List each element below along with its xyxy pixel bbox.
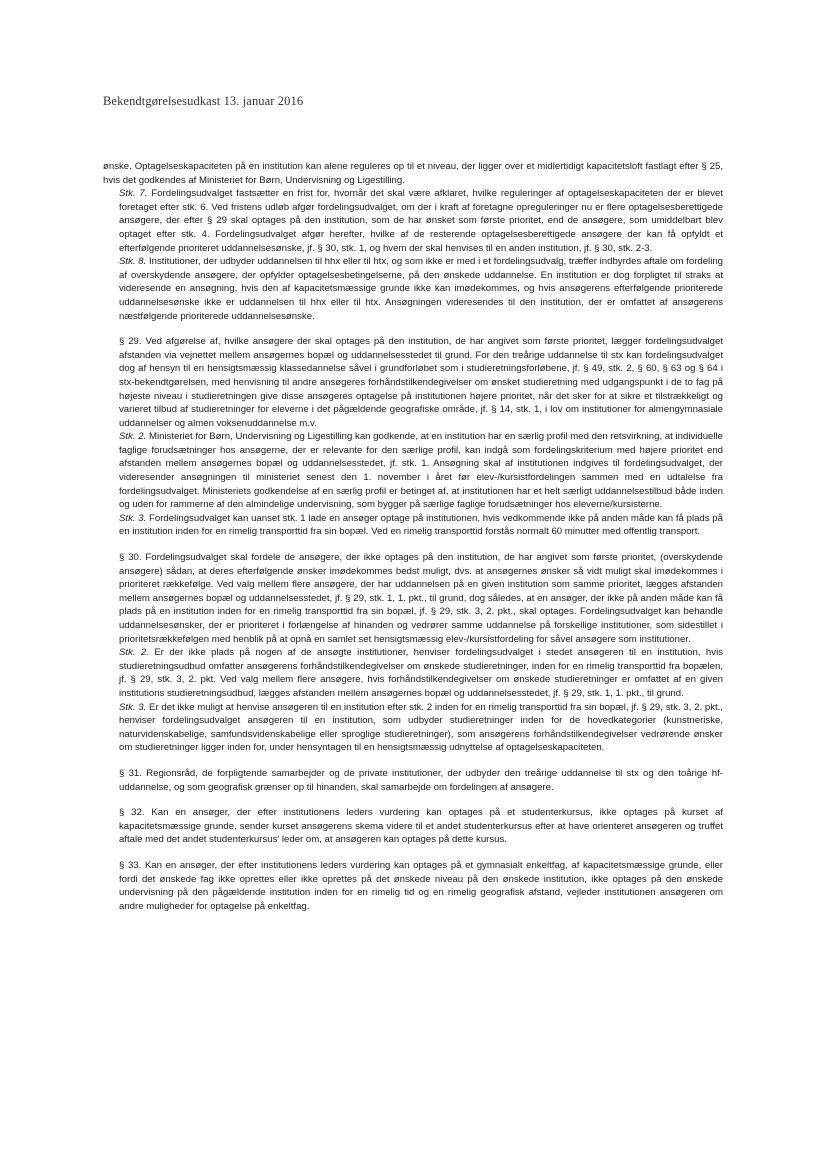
section-number: § 31. — [119, 767, 142, 779]
section-number: § 32. — [119, 807, 145, 819]
paragraph-28-stk-7: Stk. 7. Fordelingsudvalget fastsætter en frist for, hvornår det skal være afklaret, hvilke reguleringer af optagelseskapaciteten der er blevet foretaget efter stk. 6. Ved fristens udløb afgør fordelingsudvalget, om der i kraft af foretagne opreguleringer nu er flere optagelsesberettigede ansøgere, der efter § 29 skal optages på den institution, som de har ønsket som første prioritet, end de ansøgere, som umiddelbart blev optaget efter stk. 4. Fordelingsudvalget afgør herefter, hvilke af de resterende optagelsesberettigede ansøgere der kan få opfyldt et efterfølgende prioriteret uddannelsesønske, jf. § 30, stk. 1, og hvem der skal henvises til en anden institution, jf. § 30, stk. 2-3. — [119, 188, 723, 254]
section-number: § 29. — [119, 336, 142, 348]
paragraph-continuation: ønske. Optagelseskapaciteten på en institution kan alene reguleres op til et niveau, der ligger over et midlertidigt kapacitetsloft fastlagt efter § 25, hvis det godkendes af Ministeriet for Børn, Undervisning og Ligestilling. — [103, 161, 723, 186]
document-body — [103, 160, 723, 913]
section-number: § 33. — [119, 859, 142, 871]
section-30-stk-3: Stk. 3. Er det ikke muligt at henvise ansøgeren til en institution efter stk. 2 inden for en rimelig transporttid fra sin bopæl, jf. § 29, stk. 3, 2. pkt., henviser fordelingsudvalget ansøgeren til en institution, som udbyder studieretninger inden for de hovedkategorier (kunstneriske, naturvidenskabelige, samfundsvidenskabelige eller sproglige studieretninger), som ansøgerens forhåndstilkendegivelser vedrørende ønsker om studieretninger ligger inden for, under hensyntagen til en hensigtsmæssig udnyttelse af optagelseskapaciteten. — [119, 701, 723, 754]
paragraph-28-stk-8: Stk. 8. Institutioner, der udbyder uddannelsen til hhx eller til htx, og som ikke er med i et fordelingsudvalg, træffer indbyrdes aftale om fordeling af overskydende ansøgere, der opfylder optagelsesbetingelserne, på den ønskede uddannelse. En institution er dog forpligtet til straks at videresende en ansøgning, hvis den af kapacitetsmæssige grunde ikke kan imødekommes, og hvis ansøgerens efterfølgende prioriterede uddannelsesønske ikke er uddannelsen til hhx eller til htx. Ansøgningen videresendes til den institution, der er omfattet af ansøgerens næstfølgende prioriterede uddannelsesønske. — [119, 256, 723, 322]
section-29-stk-2: Stk. 2. Ministeriet for Børn, Undervisning og Ligestilling kan godkende, at en institution har en særlig profil med den retsvirkning, at individuelle faglige forudsætninger hos ansøgerne, der er relevante for den særlige profil, kan indgå som fordelingskriterium med højere prioritet end afstanden mellem ansøgernes bopæl og uddannelsesstedet, jf. stk. 1. Ansøgning skal af institutionen indgives til fordelingsudvalget, der videresender ansøgningen til ministeriet senest den 1. november i året før elev-/kursistfordelingen sammen med en udtalelse fra fordelingsudvalget. Ministeriets godkendelse af en særlig profil er betinget af, at institutionen har et helt særligt uddannelsestilbud både inden og uden for rammerne af den almindelige undervisning, som bygger på særlige faglige forudsætninger hos eleverne/kursisterne. — [119, 431, 723, 511]
page-header: Bekendtgørelsesudkast 13. januar 2016 — [103, 94, 304, 108]
section-33: § 33. Kan en ansøger, der efter institutionens leders vurdering kan optages på et gymnasialt enkeltfag, af kapacitetsmæssige grunde, eller fordi det ønskede fag ikke oprettes eller ikke oprettes på det ønskede niveau på den ønskede institution, ikke optages på den ønskede undervisning på den pågældende institution inden for en rimelig tid og en rimelig geografisk afstand, vejleder institutionen ansøgeren om andre muligheder for optagelse på enkeltfag. — [119, 859, 723, 912]
section-32: § 32. Kan en ansøger, der efter institutionens leders vurdering kan optages på et studenterkursus, ikke optages på kurset af kapacitetsmæssige grunde, sender kurset ansøgerens skema videre til et andet studenterkursus efter at have orienteret ansøgeren og truffet aftale med det andet studenterkursus' leder om, at ansøgeren kan optages på dette kursus. — [119, 807, 723, 846]
section-31: § 31. Regionsråd, de forpligtende samarbejder og de private institutioner, der udbyder den treårige uddannelse til stx og den toårige hf-uddannelse, og som geografisk grænser op til hinanden, skal samarbejde om fordelingen af ansøgere. — [119, 767, 724, 793]
section-number: § 30. — [119, 552, 142, 564]
section-29-stk-3: Stk. 3. Fordelingsudvalget kan uanset stk. 1 lade en ansøger optage på institutionen, hvis vedkommende ikke på anden måde kan få plads på en institution inden for en rimelig transporttid fra sin bopæl. Ved en rimelig transporttid forstås normalt 60 minutter med offentlig transport. — [119, 512, 723, 538]
section-30-stk-2: Stk. 2. Er der ikke plads på nogen af de ansøgte institutioner, henviser fordelingsudvalget i stedet ansøgeren til en institution, hvis studieretningsudbud omfatter ansøgerens forhåndstilkendegivelser om ønskede studieretninger, inden for en rimelig transporttid fra bopælen, jf. § 29, stk. 3, 2. pkt. Ved valg mellem flere ansøgere, hvis forhåndstilkendegivelser om ønskede studieretninger er omfattet af en given institutions studieretningsudbud, lægges afstanden mellem ansøgernes bopæl og uddannelsesstedet, jf. § 29, stk. 1, 1. pkt., til grund. — [119, 647, 723, 699]
section-29: § 29. Ved afgørelse af, hvilke ansøgere der skal optages på den institution, de har angivet som første prioritet, lægger fordelingsudvalget afstanden via vejnettet mellem ansøgernes bopæl og uddannelsesstedet til grund. For den treårige uddannelse til stx kan fordelingsudvalget dog af hensyn til en hensigtsmæssig klassedannelse såvel i grundforløbet som i studieretningsforløbene, jf. § 49, stk. 2, § 60, § 63 og § 64 i stx-bekendtgørelsen, med henvisning til andre ansøgeres forhåndstilkendegivelser om ønsket studieretning med udgangspunkt i de to fag på højeste niveau i studieretningen give disse ansøgeres optagelse på institutionen højere prioritet, når det sker for at sikre et tilstrækkeligt og varieret tilbud af studieretninger for eleverne i det pågældende geografiske område, jf. § 14, stk. 1, i lov om institutioner for almengymnasiale uddannelser og almen voksenuddannelse m.v. — [119, 336, 723, 429]
section-30: § 30. Fordelingsudvalget skal fordele de ansøgere, der ikke optages på den institution, de har angivet som første prioritet, (overskydende ansøgere) sådan, at deres efterfølgende ønsker imødekommes bedst muligt, dvs. at ansøgernes ønsker så vidt muligt skal imødekommes i prioriteret rækkefølge. Ved valg mellem flere ansøgere, der har uddannelsen på en given institution som samme prioritet, lægges afstanden mellem ansøgernes bopæl og uddannelsesstedet, jf. § 29, stk. 1, 1. pkt., til grund, dog således, at en ansøger, der ikke på anden måde kan få plads på en institution inden for en rimelig transporttid fra sin bopæl, jf. § 29, stk. 3, 2. pkt., skal optages. Fordelingsudvalget kan behandle uddannelsesønsker, der er prioriteret i forlængelse af hinanden og vedrører samme uddannelse på forskellige institutioner, som sidestillet i prioritetsrækkefølgen med henblik på at opnå en samlet set hensigtsmæssig elev-/kursistfordeling for såvel ansøgere som institutioner. — [119, 552, 724, 645]
